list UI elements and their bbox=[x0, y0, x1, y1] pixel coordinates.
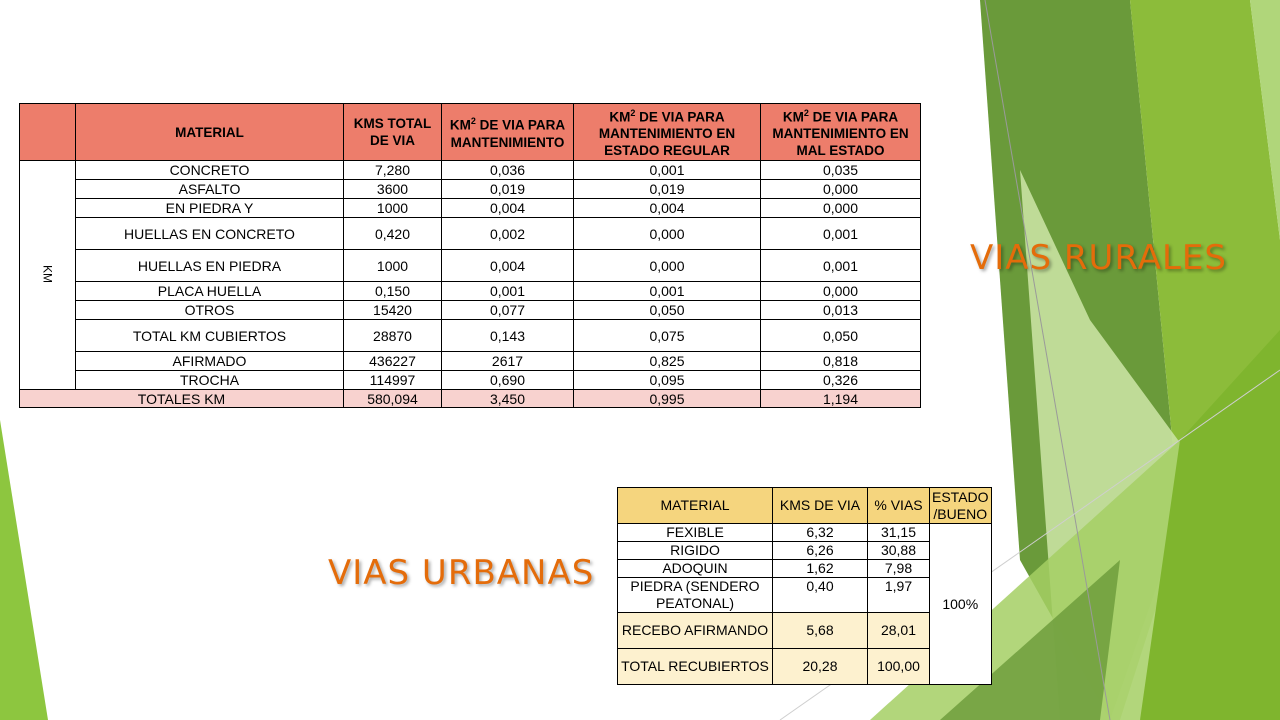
cell-material: TOTAL KM CUBIERTOS bbox=[76, 320, 344, 352]
cell-kms: 0,150 bbox=[344, 282, 442, 301]
cell-percent: 7,98 bbox=[868, 560, 930, 578]
table-row bbox=[20, 301, 921, 320]
cell-kms: 0,40 bbox=[773, 578, 868, 613]
urban-header-material: MATERIAL bbox=[618, 488, 773, 524]
cell-material: RIGIDO bbox=[618, 542, 773, 560]
cell-material: PIEDRA (SENDERO PEATONAL) bbox=[618, 578, 773, 613]
table-row bbox=[20, 199, 921, 218]
cell-kms: 1000 bbox=[344, 199, 442, 218]
header-kms-total: KMS TOTAL DE VIA bbox=[344, 104, 442, 161]
table-row bbox=[20, 282, 921, 301]
cell-km2-mant: 0,036 bbox=[442, 161, 574, 180]
totals-label: TOTALES KM bbox=[20, 390, 344, 408]
cell-km2-regular: 0,001 bbox=[574, 161, 761, 180]
cell-kms: 28870 bbox=[344, 320, 442, 352]
left-green-shape bbox=[0, 420, 48, 720]
cell-km2-mant: 0,077 bbox=[442, 301, 574, 320]
cell-kms: 1,62 bbox=[773, 560, 868, 578]
table-row bbox=[20, 180, 921, 199]
cell-material: OTROS bbox=[76, 301, 344, 320]
cell-km2-mal: 0,050 bbox=[761, 320, 921, 352]
cell-km2-mal: 0,326 bbox=[761, 371, 921, 390]
cell-km2-mant: 0,143 bbox=[442, 320, 574, 352]
cell-material: TOTAL RECUBIERTOS bbox=[618, 649, 773, 685]
cell-km2-mant: 0,690 bbox=[442, 371, 574, 390]
cell-percent: 28,01 bbox=[868, 613, 930, 649]
header-empty bbox=[20, 104, 76, 161]
title-vias-rurales: VIAS RURALES bbox=[970, 238, 1227, 278]
cell-percent: 1,97 bbox=[868, 578, 930, 613]
cell-km2-mant: 0,001 bbox=[442, 282, 574, 301]
urban-header-percent: % VIAS bbox=[868, 488, 930, 524]
cell-material: HUELLAS EN PIEDRA bbox=[76, 250, 344, 282]
header-material: MATERIAL bbox=[76, 104, 344, 161]
cell-km2-regular: 0,825 bbox=[574, 352, 761, 371]
cell-km2-regular: 0,001 bbox=[574, 282, 761, 301]
totals-kms: 580,094 bbox=[344, 390, 442, 408]
cell-km2-mal: 0,818 bbox=[761, 352, 921, 371]
totals-km2-mal: 1,194 bbox=[761, 390, 921, 408]
cell-km2-mal: 0,035 bbox=[761, 161, 921, 180]
header-km2-mantenimiento: $KM^2$ DE VIA PARA MANTENIMIENTO bbox=[442, 104, 574, 161]
cell-material: HUELLAS EN CONCRETO bbox=[76, 218, 344, 250]
cell-material: CONCRETO bbox=[76, 161, 344, 180]
cell-percent: 100,00 bbox=[868, 649, 930, 685]
cell-kms: 1000 bbox=[344, 250, 442, 282]
cell-kms: 6,26 bbox=[773, 542, 868, 560]
side-label-cell bbox=[20, 161, 76, 390]
urban-roads-table bbox=[617, 487, 992, 685]
cell-material: FEXIBLE bbox=[618, 524, 773, 542]
title-vias-urbanas: VIAS URBANAS bbox=[328, 553, 595, 593]
cell-kms: 5,68 bbox=[773, 613, 868, 649]
table-row bbox=[20, 352, 921, 371]
table-row bbox=[20, 250, 921, 282]
cell-material: AFIRMADO bbox=[76, 352, 344, 371]
cell-percent: 31,15 bbox=[868, 524, 930, 542]
table-row bbox=[20, 161, 921, 180]
cell-km2-mant: 0,004 bbox=[442, 199, 574, 218]
cell-km2-regular: 0,000 bbox=[574, 250, 761, 282]
table-row bbox=[20, 320, 921, 352]
header-km2-regular: $KM^2$ DE VIA PARA MANTENIMIENTO EN ESTADO REGULAR bbox=[574, 104, 761, 161]
cell-kms: 3600 bbox=[344, 180, 442, 199]
cell-km2-mant: 0,002 bbox=[442, 218, 574, 250]
urban-header-estado: ESTADO /BUENO bbox=[930, 488, 992, 524]
cell-material: PLACA HUELLA bbox=[76, 282, 344, 301]
cell-km2-regular: 0,095 bbox=[574, 371, 761, 390]
table-row bbox=[20, 218, 921, 250]
cell-kms: 436227 bbox=[344, 352, 442, 371]
cell-material: RECEBO AFIRMANDO bbox=[618, 613, 773, 649]
cell-kms: 6,32 bbox=[773, 524, 868, 542]
totals-row bbox=[20, 390, 921, 408]
cell-km2-mant: 0,019 bbox=[442, 180, 574, 199]
cell-km2-regular: 0,004 bbox=[574, 199, 761, 218]
cell-km2-regular: 0,000 bbox=[574, 218, 761, 250]
cell-estado: 100% bbox=[930, 524, 992, 685]
cell-kms: 0,420 bbox=[344, 218, 442, 250]
totals-km2-mant: 3,450 bbox=[442, 390, 574, 408]
table-row bbox=[618, 524, 992, 542]
cell-kms: 20,28 bbox=[773, 649, 868, 685]
cell-km2-mal: 0,001 bbox=[761, 218, 921, 250]
cell-material: ASFALTO bbox=[76, 180, 344, 199]
cell-km2-regular: 0,019 bbox=[574, 180, 761, 199]
cell-km2-regular: 0,050 bbox=[574, 301, 761, 320]
cell-km2-mal: 0,001 bbox=[761, 250, 921, 282]
cell-km2-mant: 2617 bbox=[442, 352, 574, 371]
table-row bbox=[20, 371, 921, 390]
cell-kms: 15420 bbox=[344, 301, 442, 320]
cell-km2-mal: 0,000 bbox=[761, 282, 921, 301]
cell-percent: 30,88 bbox=[868, 542, 930, 560]
cell-km2-regular: 0,075 bbox=[574, 320, 761, 352]
cell-km2-mal: 0,013 bbox=[761, 301, 921, 320]
cell-material: EN PIEDRA Y bbox=[76, 199, 344, 218]
cell-material: TROCHA bbox=[76, 371, 344, 390]
cell-kms: 7,280 bbox=[344, 161, 442, 180]
side-label: KM bbox=[40, 264, 55, 283]
rural-roads-table bbox=[19, 103, 921, 408]
cell-km2-mal: 0,000 bbox=[761, 180, 921, 199]
cell-km2-mant: 0,004 bbox=[442, 250, 574, 282]
cell-km2-mal: 0,000 bbox=[761, 199, 921, 218]
urban-header-kms: KMS DE VIA bbox=[773, 488, 868, 524]
cell-material: ADOQUIN bbox=[618, 560, 773, 578]
cell-kms: 114997 bbox=[344, 371, 442, 390]
header-km2-mal-estado: $KM^2$ DE VIA PARA MANTENIMIENTO EN MAL ESTADO bbox=[761, 104, 921, 161]
totals-km2-regular: 0,995 bbox=[574, 390, 761, 408]
